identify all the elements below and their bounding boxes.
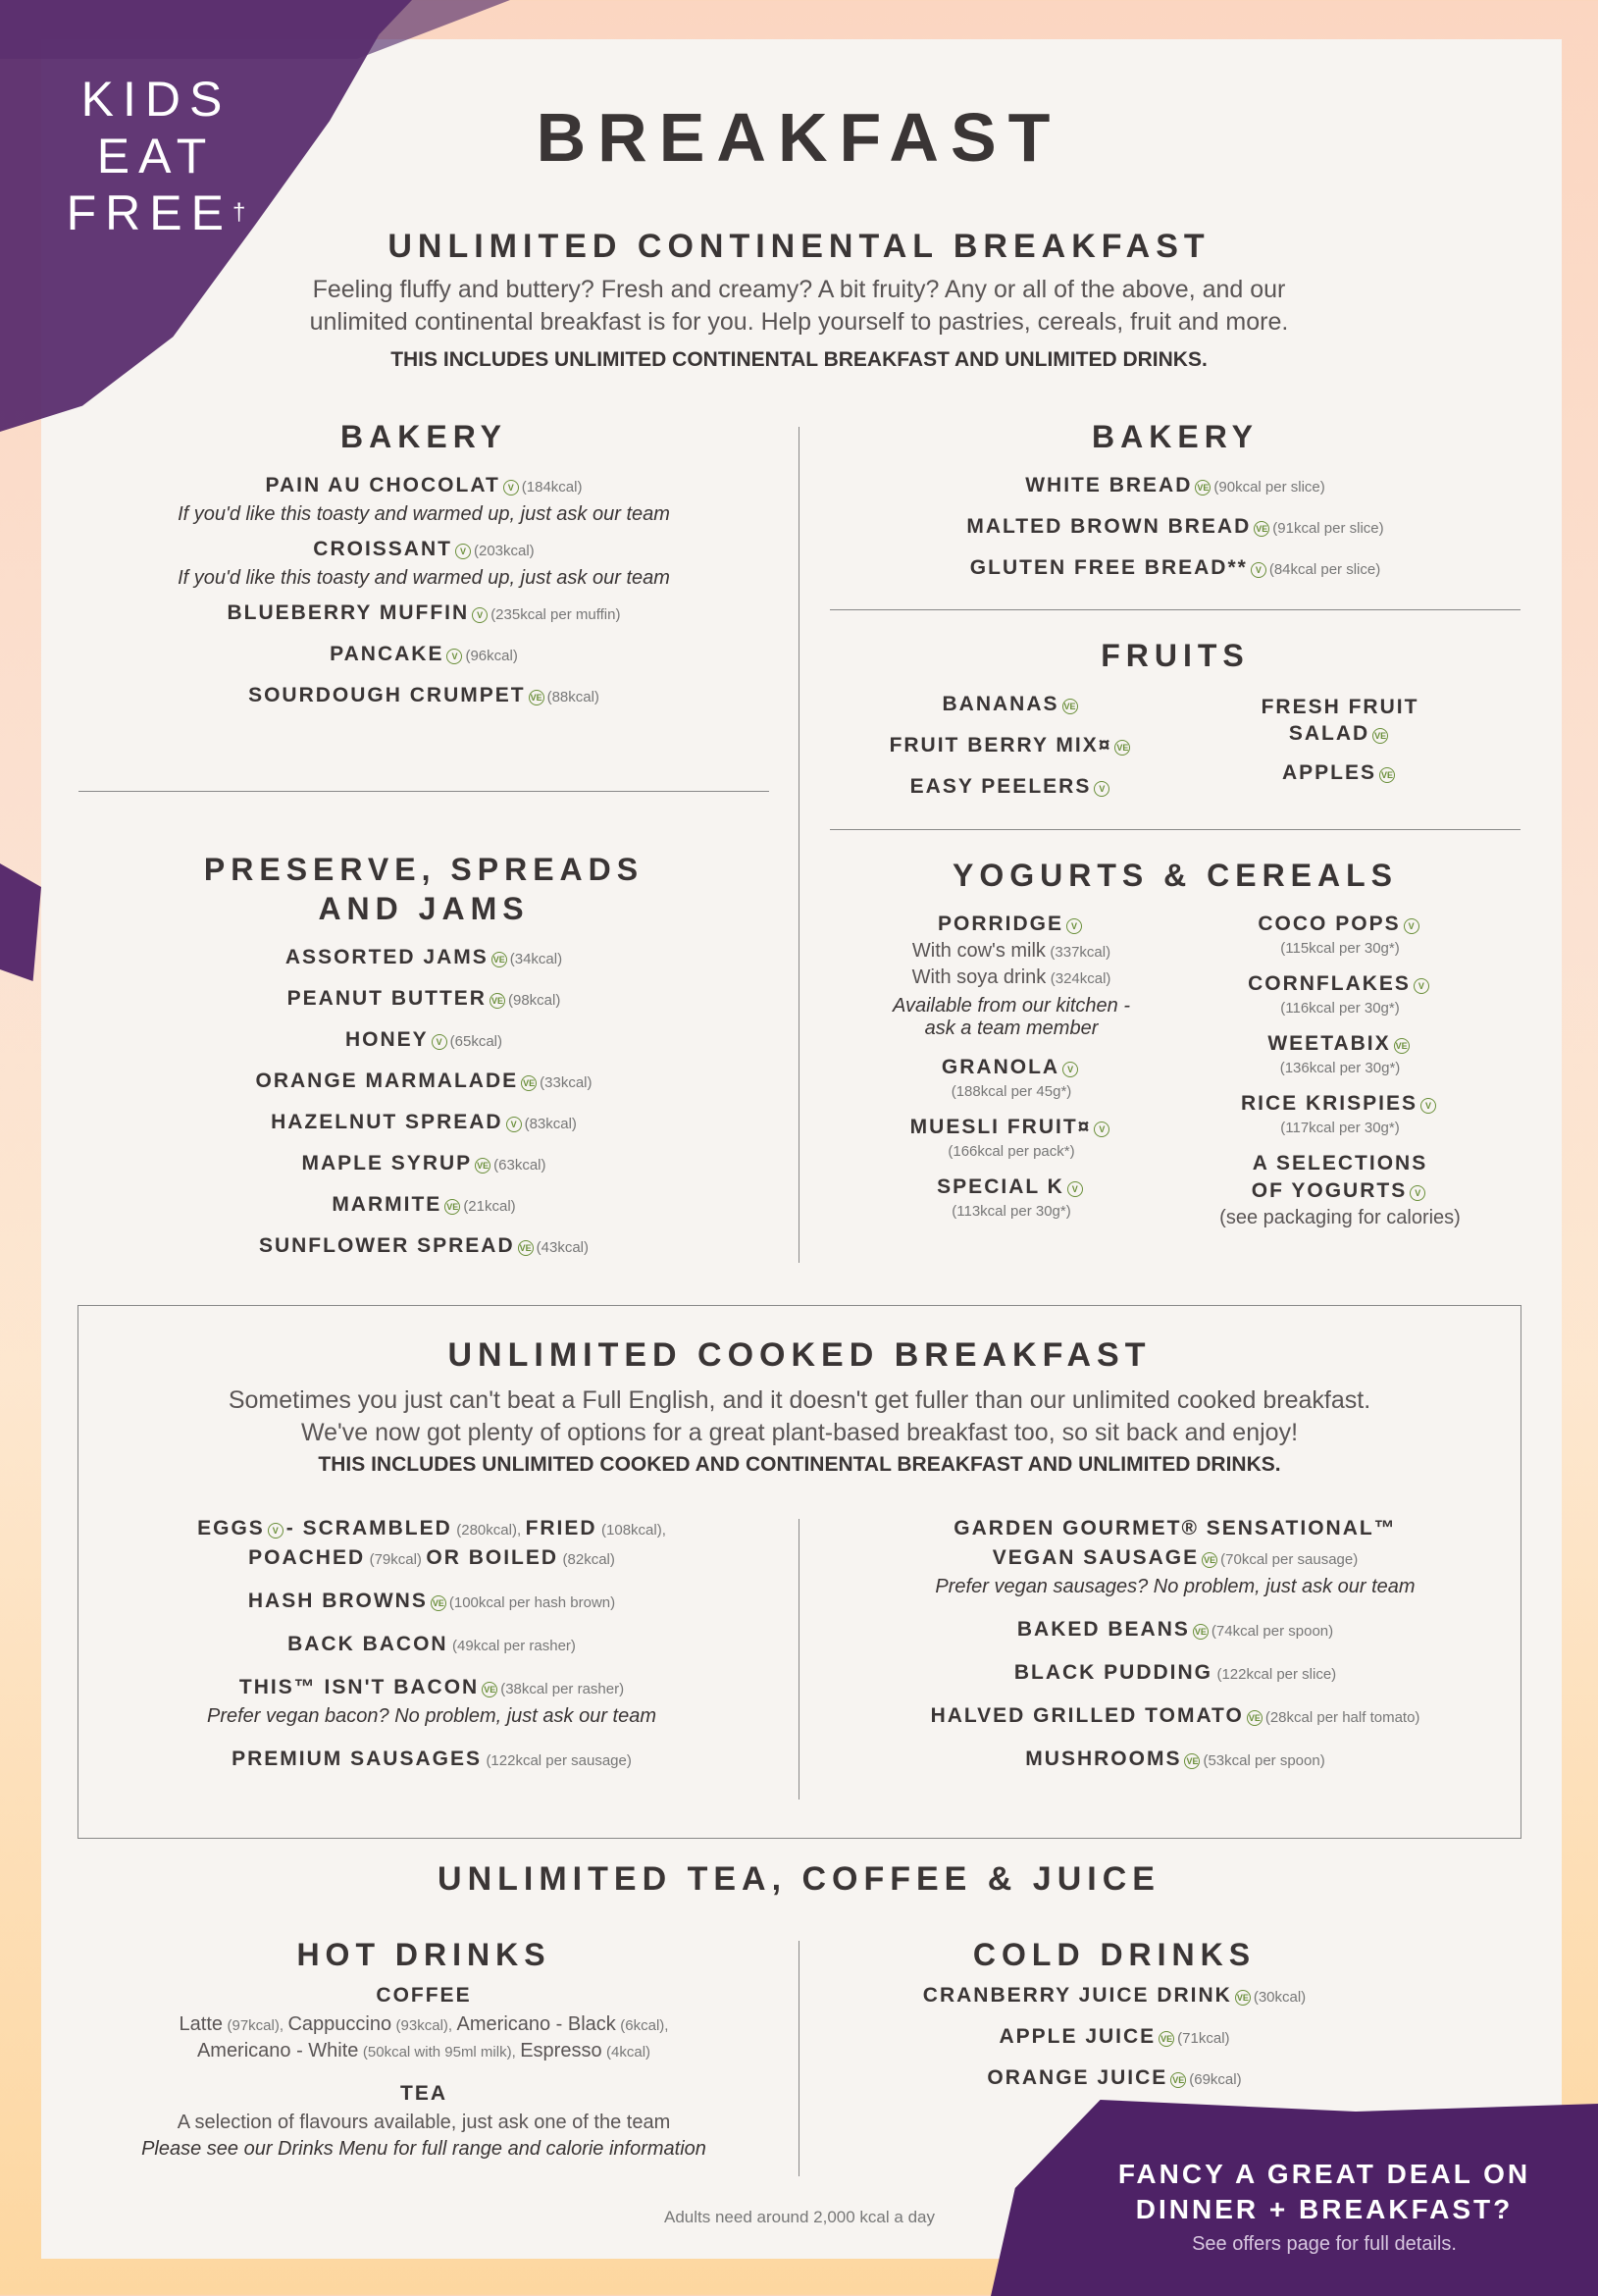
menu-item: PANCAKE xyxy=(330,643,444,665)
preserves-heading: AND JAMS xyxy=(318,891,530,926)
kcal: (6kcal), xyxy=(620,2017,669,2034)
cold-drinks-heading: COLD DRINKS xyxy=(972,1937,1257,1972)
kcal: (69kcal) xyxy=(1189,2071,1242,2088)
menu-item: MALTED BROWN BREAD xyxy=(966,515,1252,538)
menu-item: ORANGE JUICE xyxy=(987,2066,1168,2089)
menu-item: VEGAN SAUSAGE xyxy=(992,1546,1200,1569)
item-note: Please see our Drinks Menu for full range and calorie information xyxy=(141,2138,706,2160)
kcal: (122kcal per slice) xyxy=(1216,1666,1337,1683)
item-note: If you'd like this toasty and warmed up, just ask our team xyxy=(178,567,670,589)
kcal: (98kcal) xyxy=(507,992,561,1009)
menu-item: WEETABIX xyxy=(1267,1032,1391,1055)
cooked-desc: We've now got plenty of options for a great plant-based breakfast too, so sit back and enjoy! xyxy=(300,1419,1299,1446)
item-option: Latte xyxy=(179,2013,224,2035)
promo-headline: DINNER + BREAKFAST? xyxy=(1135,2194,1514,2224)
kcal: (88kcal) xyxy=(546,689,599,705)
vegetarian-icon: V xyxy=(432,1034,447,1050)
item-note: Prefer vegan bacon? No problem, just ask our team xyxy=(206,1705,657,1727)
continental-includes: THIS INCLUDES UNLIMITED CONTINENTAL BREAKFAST AND UNLIMITED DRINKS. xyxy=(390,348,1208,371)
promo-subtext: See offers page for full details. xyxy=(1192,2233,1457,2255)
kcal: (108kcal), xyxy=(601,1522,666,1539)
vegetarian-icon: V xyxy=(1066,918,1082,934)
vegan-icon: VE xyxy=(431,1595,446,1611)
fruits-heading-wrap xyxy=(830,636,1521,675)
vegan-icon: VE xyxy=(1159,2031,1174,2047)
menu-item: SALAD xyxy=(1288,722,1370,745)
vegetarian-icon: V xyxy=(1094,781,1109,797)
page-title: BREAKFAST xyxy=(536,99,1062,176)
menu-item: APPLES xyxy=(1281,761,1377,784)
kcal: (65kcal) xyxy=(449,1033,503,1050)
preserves-heading: PRESERVE, SPREADS xyxy=(203,852,644,887)
menu-item: PAIN AU CHOCOLAT xyxy=(265,474,500,496)
continental-header xyxy=(0,228,1598,372)
menu-item: FRESH FRUIT xyxy=(1261,696,1419,718)
calorie-footnote: Adults need around 2,000 kcal a day xyxy=(664,2208,935,2226)
kcal: (63kcal) xyxy=(493,1157,546,1174)
menu-item: - SCRAMBLED xyxy=(285,1517,452,1539)
vegan-icon: VE xyxy=(529,690,544,705)
drinks-header xyxy=(0,1860,1598,1899)
kcal: (235kcal per muffin) xyxy=(490,606,621,623)
menu-item: CRANBERRY JUICE DRINK xyxy=(922,1984,1232,2007)
menu-item: EGGS xyxy=(197,1517,265,1539)
menu-item: RICE KRISPIES xyxy=(1240,1092,1418,1115)
menu-item: CORNFLAKES xyxy=(1248,972,1411,995)
menu-item: GRANOLA xyxy=(941,1056,1060,1078)
yogurts-right xyxy=(1193,913,1487,1229)
vegan-icon: VE xyxy=(491,952,507,967)
menu-item: ASSORTED JAMS xyxy=(284,946,489,968)
hot-drinks xyxy=(78,1935,769,2161)
kcal: (117kcal per 30g*) xyxy=(1280,1120,1400,1136)
kcal: (21kcal) xyxy=(463,1198,516,1215)
hot-drinks-heading: HOT DRINKS xyxy=(296,1937,551,1972)
item-note: Available from our kitchen - xyxy=(893,995,1130,1017)
kcal: (82kcal) xyxy=(562,1551,615,1568)
bakery-heading: BAKERY xyxy=(1092,419,1259,454)
menu-item: SUNFLOWER SPREAD xyxy=(258,1234,515,1257)
item-note: If you'd like this toasty and warmed up, just ask our team xyxy=(178,503,670,525)
cooked-desc: Sometimes you just can't beat a Full English, and it doesn't get fuller than our unlimited cooked breakfast. xyxy=(228,1386,1371,1414)
menu-item: A SELECTIONS xyxy=(1252,1152,1428,1174)
vegan-icon: VE xyxy=(444,1199,460,1215)
menu-item: WHITE BREAD xyxy=(1025,474,1193,496)
menu-item: HASH BROWNS xyxy=(247,1590,428,1612)
kcal: (50kcal with 95ml milk), xyxy=(362,2044,516,2061)
vegan-icon: VE xyxy=(1372,728,1388,744)
kcal: (100kcal per hash brown) xyxy=(448,1594,616,1611)
menu-item: SPECIAL K xyxy=(937,1175,1064,1198)
menu-item: HONEY xyxy=(344,1028,429,1051)
vegan-icon: VE xyxy=(1394,1038,1410,1054)
kcal: (4kcal) xyxy=(606,2044,651,2061)
menu-item: APPLE JUICE xyxy=(999,2025,1157,2048)
vegetarian-icon: V xyxy=(1404,918,1419,934)
vegetarian-icon: V xyxy=(1062,1062,1078,1077)
kcal: (166kcal per pack*) xyxy=(948,1143,1075,1160)
vegan-icon: VE xyxy=(490,993,505,1009)
vegan-icon: VE xyxy=(1379,767,1395,783)
cooked-left xyxy=(88,1517,775,1771)
vegan-icon: VE xyxy=(475,1158,490,1174)
vegetarian-icon: V xyxy=(1094,1122,1109,1137)
menu-item: COCO POPS xyxy=(1258,913,1401,935)
kcal: (49kcal per rasher) xyxy=(452,1638,576,1654)
kcal: (83kcal) xyxy=(524,1116,577,1132)
drinks-heading: UNLIMITED TEA, COFFEE & JUICE xyxy=(438,1860,1160,1898)
kcal: (90kcal per slice) xyxy=(1213,479,1325,496)
kcal: (91kcal per slice) xyxy=(1272,520,1384,537)
vegan-icon: VE xyxy=(1202,1552,1217,1568)
vegan-icon: VE xyxy=(1184,1753,1200,1769)
menu-item: FRUIT BERRY MIX¤ xyxy=(889,734,1112,757)
menu-item: PORRIDGE xyxy=(937,913,1063,935)
divider xyxy=(830,609,1521,610)
yogurts-heading: YOGURTS & CEREALS xyxy=(952,858,1399,893)
vegetarian-icon: V xyxy=(1067,1181,1083,1197)
item-note: A selection of flavours available, just ask one of the team xyxy=(177,2112,671,2133)
vegetarian-icon: V xyxy=(455,544,471,559)
vegetarian-icon: V xyxy=(446,649,462,664)
menu-item: ORANGE MARMALADE xyxy=(255,1070,519,1092)
menu-item: MUESLI FRUIT¤ xyxy=(909,1116,1092,1138)
menu-item: THIS™ ISN'T BACON xyxy=(238,1676,480,1698)
menu-item: HAZELNUT SPREAD xyxy=(271,1111,503,1133)
kcal: (113kcal per 30g*) xyxy=(952,1203,1071,1220)
item-option: With soya drink xyxy=(911,966,1047,988)
menu-item: BLUEBERRY MUFFIN xyxy=(227,601,470,624)
item-option: With cow's milk xyxy=(911,940,1046,962)
cooked-heading: UNLIMITED COOKED BREAKFAST xyxy=(447,1336,1152,1374)
dagger-mark: † xyxy=(232,199,246,226)
menu-item: PREMIUM SAUSAGES xyxy=(232,1748,482,1770)
kcal: (74kcal per spoon) xyxy=(1211,1623,1334,1640)
menu-item: PEANUT BUTTER xyxy=(286,987,487,1010)
yogurts-heading-wrap xyxy=(830,856,1521,895)
kcal: (122kcal per sausage) xyxy=(486,1752,632,1769)
menu-item: MUSHROOMS xyxy=(1025,1748,1182,1770)
item-option: Espresso xyxy=(520,2040,602,2061)
menu-item: BLACK PUDDING xyxy=(1013,1661,1212,1684)
menu-item: BANANAS xyxy=(942,693,1059,715)
item-note: Prefer vegan sausages? No problem, just ask our team xyxy=(935,1576,1416,1597)
vegan-icon: VE xyxy=(521,1075,537,1091)
kcal: (71kcal) xyxy=(1177,2030,1230,2047)
fruits-right xyxy=(1193,693,1487,785)
vegan-icon: VE xyxy=(1114,740,1130,756)
kcal: (93kcal), xyxy=(395,2017,453,2034)
kcal: (184kcal) xyxy=(521,479,583,496)
badge-line: FREE xyxy=(66,185,232,240)
badge-line: EAT xyxy=(96,129,216,183)
menu-item: MARMITE xyxy=(332,1193,442,1216)
kcal: (280kcal), xyxy=(456,1522,522,1539)
kcal: (324kcal) xyxy=(1050,970,1111,987)
vegan-icon: VE xyxy=(1062,699,1078,714)
menu-item: GLUTEN FREE BREAD** xyxy=(969,556,1248,579)
cooked-includes: THIS INCLUDES UNLIMITED COOKED AND CONTINENTAL BREAKFAST AND UNLIMITED DRINKS. xyxy=(318,1453,1281,1476)
vegan-icon: VE xyxy=(1235,1990,1251,2006)
vegetarian-icon: V xyxy=(503,480,519,496)
fruits-heading: FRUITS xyxy=(1101,638,1250,673)
kcal: (188kcal per 45g*) xyxy=(951,1083,1072,1100)
menu-item: COFFEE xyxy=(376,1984,472,2007)
promo-headline: FANCY A GREAT DEAL ON xyxy=(1117,2159,1531,2189)
kcal: (96kcal) xyxy=(465,648,518,664)
menu-item: BAKED BEANS xyxy=(1016,1618,1190,1641)
yogurts-left xyxy=(830,913,1193,1220)
vegetarian-icon: V xyxy=(1410,1185,1425,1201)
menu-item: OF YOGURTS xyxy=(1251,1179,1408,1202)
vegetarian-icon: V xyxy=(268,1523,284,1539)
kcal: (43kcal) xyxy=(536,1239,590,1256)
brush-stroke-left xyxy=(0,863,41,981)
menu-item: OR BOILED xyxy=(426,1546,559,1569)
bakery-left-section xyxy=(78,417,769,719)
menu-item: POACHED xyxy=(248,1546,366,1569)
vegetarian-icon: V xyxy=(1251,562,1266,578)
item-option: Americano - Black xyxy=(456,2013,616,2035)
kcal: (38kcal per rasher) xyxy=(500,1681,625,1697)
vegan-icon: VE xyxy=(1247,1710,1263,1726)
vegetarian-icon: V xyxy=(1414,978,1429,994)
vegetarian-icon: V xyxy=(1420,1098,1436,1114)
bakery-heading: BAKERY xyxy=(340,419,507,454)
badge-line: KIDS xyxy=(80,72,232,127)
kcal: (337kcal) xyxy=(1050,944,1111,961)
continental-desc: unlimited continental breakfast is for you. Help yourself to pastries, cereals, fruit and more. xyxy=(309,308,1289,336)
menu-item: CROISSANT xyxy=(313,538,452,560)
vegan-icon: VE xyxy=(1170,2072,1186,2088)
vegan-icon: VE xyxy=(1254,521,1269,537)
vegetarian-icon: V xyxy=(472,607,488,623)
preserves-section xyxy=(78,850,769,1270)
continental-desc: Feeling fluffy and buttery? Fresh and creamy? A bit fruity? Any or all of the above, and our xyxy=(312,276,1286,303)
menu-item: FRIED xyxy=(525,1517,597,1539)
kcal: (53kcal per spoon) xyxy=(1203,1752,1325,1769)
cooked-right xyxy=(830,1517,1521,1771)
vegan-icon: VE xyxy=(482,1682,497,1697)
item-note: ask a team member xyxy=(924,1018,1099,1039)
promo-banner[interactable] xyxy=(1089,2157,1560,2256)
item-option: Cappuccino xyxy=(287,2013,392,2035)
continental-heading: UNLIMITED CONTINENTAL BREAKFAST xyxy=(387,228,1211,265)
menu-item: EASY PEELERS xyxy=(909,775,1092,798)
kcal: (70kcal per sausage) xyxy=(1220,1551,1359,1568)
fruits-left xyxy=(830,693,1193,810)
cooked-header xyxy=(78,1336,1521,1477)
vegan-icon: VE xyxy=(1195,480,1211,496)
menu-item: HALVED GRILLED TOMATO xyxy=(930,1704,1244,1727)
menu-item: BACK BACON xyxy=(287,1633,448,1655)
kcal: (33kcal) xyxy=(540,1074,593,1091)
kcal: (30kcal) xyxy=(1253,1989,1307,2006)
kcal: (84kcal per slice) xyxy=(1268,561,1381,578)
bakery-right-section xyxy=(830,417,1521,592)
kcal: (28kcal per half tomato) xyxy=(1264,1709,1420,1726)
vegetarian-icon: V xyxy=(506,1117,522,1132)
kcal: (203kcal) xyxy=(473,543,535,559)
kcal: (115kcal per 30g*) xyxy=(1280,940,1400,957)
kcal: (34kcal) xyxy=(509,951,563,967)
menu-item: SOURDOUGH CRUMPET xyxy=(248,684,526,706)
vegan-icon: VE xyxy=(1193,1624,1209,1640)
divider xyxy=(78,791,769,792)
item-note: (see packaging for calories) xyxy=(1219,1207,1461,1228)
menu-item: GARDEN GOURMET® SENSATIONAL™ xyxy=(954,1517,1397,1539)
kcal: (97kcal), xyxy=(227,2017,284,2034)
cold-drinks xyxy=(830,1935,1399,2090)
vegan-icon: VE xyxy=(518,1240,534,1256)
kcal: (79kcal) xyxy=(369,1551,422,1568)
menu-item: TEA xyxy=(400,2082,447,2105)
kcal: (116kcal per 30g*) xyxy=(1280,1000,1400,1017)
item-option: Americano - White xyxy=(196,2040,359,2061)
menu-item: MAPLE SYRUP xyxy=(301,1152,473,1174)
kcal: (136kcal per 30g*) xyxy=(1279,1060,1401,1076)
divider xyxy=(830,829,1521,830)
